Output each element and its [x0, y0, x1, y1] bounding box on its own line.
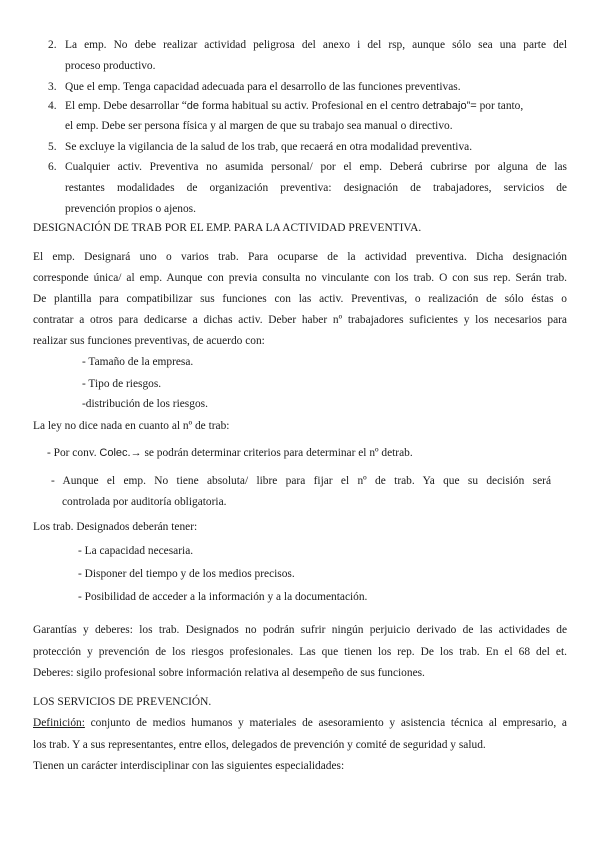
bullet-item: [47, 446, 413, 460]
text: Colec.→: [99, 447, 142, 459]
list-number: 4.: [48, 100, 57, 112]
paragraph-line: El emp. Designará uno o varios trab. Para ocuparse de la actividad preventiva. Dicha designación: [33, 251, 567, 263]
text: forma habitual su activ. Profesional en el centro de: [199, 100, 433, 112]
list-item-text: Cualquier activ. Preventiva no asumida personal/ por el emp. Deberá cubrirse por alguna de las: [65, 161, 567, 173]
requirement-item: - Disponer del tiempo y de los medios precisos.: [78, 568, 295, 580]
text: de: [186, 100, 200, 112]
list-item-text: el emp. Debe ser persona física y al margen de que su trabajo sea manual o directivo.: [65, 120, 453, 132]
criteria-item: -distribución de los riesgos.: [82, 398, 208, 410]
paragraph-line: protección y prevención de los riesgos profesionales. Las que tienen los rep. De los trab. En el 68 del et.: [33, 646, 567, 658]
list-number: 5.: [48, 141, 57, 153]
bullet-item: - Aunque el emp. No tiene absoluta/ libre para fijar el nº de trab. Ya que su decisión será: [51, 475, 551, 487]
paragraph-line: La ley no dice nada en cuanto al nº de trab:: [33, 420, 230, 432]
definition-label: Definición:: [33, 717, 85, 729]
list-item-text: [65, 99, 523, 113]
paragraph-line: Los trab. Designados deberán tener:: [33, 521, 198, 533]
text: - Por conv.: [47, 447, 100, 459]
paragraph-line: Tienen un carácter interdisciplinar con las siguientes especialidades:: [33, 760, 345, 772]
paragraph-line: los trab. Y a sus representantes, entre ellos, delegados de prevención y comité de seguridad y salud.: [33, 739, 486, 751]
criteria-item: - Tamaño de la empresa.: [82, 356, 194, 368]
list-item-text: La emp. No debe realizar actividad peligrosa del anexo i del rsp, aunque sólo sea una parte del: [65, 39, 567, 51]
requirement-item: - Posibilidad de acceder a la información y a la documentación.: [78, 591, 368, 603]
text: trabajo”=: [432, 100, 477, 112]
paragraph-line: De plantilla para compatibilizar sus funciones con las activ. Preventivas, o realización de sólo éstas o: [33, 293, 567, 305]
criteria-item: - Tipo de riesgos.: [82, 378, 162, 390]
bullet-item: controlada por auditoría obligatoria.: [62, 496, 227, 508]
paragraph-line: realizar sus funciones preventivas, de acuerdo con:: [33, 335, 265, 347]
list-item-text: Se excluye la vigilancia de la salud de los trab, que recaerá en otra modalidad preventiva.: [65, 141, 473, 153]
requirement-item: - La capacidad necesaria.: [78, 545, 194, 557]
paragraph-line: contratar a otros para dedicarse a dichas activ. Deber haber nº trabajadores suficientes y los necesarios para: [33, 314, 567, 326]
paragraph-line: [33, 716, 567, 730]
text: conjunto de medios humanos y materiales de asesoramiento y asistencia técnica al empresario, a: [84, 717, 567, 729]
paragraph-line: Deberes: sigilo profesional sobre información relativa al desempeño de sus funciones.: [33, 667, 425, 679]
text: por tanto,: [479, 100, 524, 112]
list-item-text: proceso productivo.: [65, 60, 156, 72]
list-item-text: Que el emp. Tenga capacidad adecuada para el desarrollo de las funciones preventivas.: [65, 81, 461, 93]
section-heading: LOS SERVICIOS DE PREVENCIÓN.: [33, 696, 212, 708]
list-item-text: prevención propios o ajenos.: [65, 203, 196, 215]
text: se podrán determinar criterios para determinar el nº detrab.: [141, 447, 413, 459]
paragraph-line: Garantías y deberes: los trab. Designados no podrán sufrir ningún perjuicio derivado de las actividades de: [33, 624, 567, 636]
paragraph-line: corresponde única/ al emp. Aunque con previa consulta no vinculante con los trab. O con sus rep. Serán trab.: [33, 272, 567, 284]
list-number: 2.: [48, 39, 57, 51]
text: El emp. Debe desarrollar “: [65, 100, 187, 112]
list-number: 6.: [48, 161, 57, 173]
list-item-text: restantes modalidades de organización preventiva: designación de trabajadores, servicios de: [65, 182, 567, 194]
list-number: 3.: [48, 81, 57, 93]
section-heading: DESIGNACIÓN DE TRAB POR EL EMP. PARA LA ACTIVIDAD PREVENTIVA.: [33, 222, 422, 234]
